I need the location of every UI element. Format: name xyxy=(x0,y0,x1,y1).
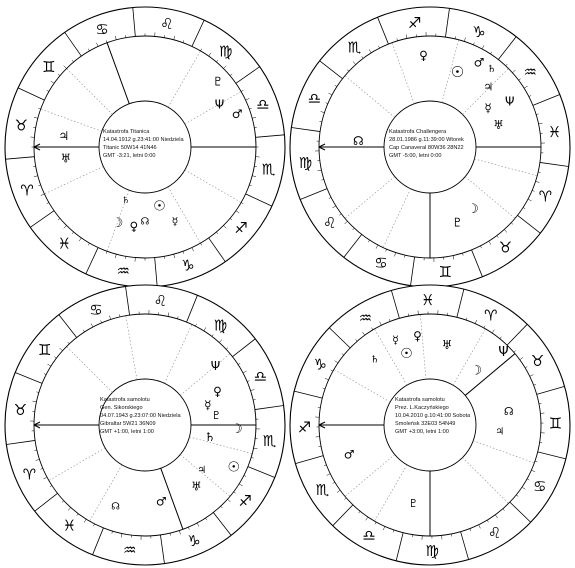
mercury-glyph: ☿ xyxy=(204,397,212,412)
venus-glyph: ♀ xyxy=(129,219,139,234)
chart-place: Cap Canaveral 80W36 28N22 xyxy=(389,145,464,152)
mars-glyph: ♂ xyxy=(473,55,485,70)
node-glyph: ☊ xyxy=(352,134,364,149)
zodiac-sign-glyph: ♈ xyxy=(538,187,553,206)
zodiac-sign-glyph: ♏ xyxy=(347,38,362,57)
zodiac-sign-glyph: ♌ xyxy=(323,214,337,233)
saturn-glyph: ♄ xyxy=(121,195,130,206)
zodiac-sign-glyph: ♋ xyxy=(533,477,547,496)
zodiac-sign-glyph: ♓ xyxy=(547,123,562,142)
zodiac-sign-glyph: ♋ xyxy=(89,300,103,319)
chart-subtitle: Prez. L.Kaczyńskiego xyxy=(395,405,449,412)
zodiac-sign-glyph: ♑ xyxy=(313,355,327,374)
zodiac-sign-glyph: ♉ xyxy=(14,116,29,135)
zodiac-sign-glyph: ♍ xyxy=(218,42,233,61)
moon-glyph: ☽ xyxy=(231,421,243,437)
chart-gmt: GMT -5:00, letni 0:00 xyxy=(389,153,442,160)
chart-info xyxy=(100,396,181,437)
jupiter-glyph: ♃ xyxy=(495,426,505,438)
zodiac-sign-glyph: ♑ xyxy=(181,256,195,275)
zodiac-sign-glyph: ♒ xyxy=(523,62,537,81)
zodiac-sign-glyph: ♌ xyxy=(160,14,174,33)
zodiac-sign-glyph: ♊ xyxy=(438,263,453,282)
chart-wheel-sikorski xyxy=(2,282,288,568)
chart-date: 28.01.1986 g.11:39:00 Wtorek xyxy=(389,137,464,144)
saturn-glyph: ♄ xyxy=(487,63,497,75)
chart-date: 14.04.1912 g.23:41:00 Niedziela xyxy=(103,137,184,144)
sun-glyph: ☉ xyxy=(450,63,465,82)
zodiac-sign-glyph: ♑ xyxy=(187,532,201,551)
zodiac-sign-glyph: ♓ xyxy=(62,516,77,535)
zodiac-sign-glyph: ♈ xyxy=(22,465,37,484)
mars-glyph: ♂ xyxy=(155,494,167,509)
zodiac-sign-glyph: ♍ xyxy=(298,153,313,172)
psi-glyph: Ψ xyxy=(214,97,225,112)
chart-wheel-challenger xyxy=(287,4,573,290)
chart-title: Katastrofa samolotu xyxy=(395,397,445,403)
zodiac-sign-glyph: ♐ xyxy=(238,492,252,511)
zodiac-sign-glyph: ♏ xyxy=(262,431,277,450)
zodiac-sign-glyph: ♊ xyxy=(548,414,563,433)
zodiac-sign-glyph: ♋ xyxy=(374,254,388,273)
venus-glyph: ♀ xyxy=(419,48,428,63)
psi-glyph: Ψ xyxy=(210,359,221,374)
psi-glyph: Ψ xyxy=(504,94,515,109)
chart-title: Katastrofa samolotu xyxy=(100,397,150,403)
chart-wheel-smolensk xyxy=(287,282,573,568)
zodiac-sign-glyph: ♒ xyxy=(122,541,137,560)
zodiac-sign-glyph: ♓ xyxy=(57,234,72,253)
chart-gmt: GMT +1:00, letni 1:00 xyxy=(100,429,154,436)
zodiac-sign-glyph: ♈ xyxy=(484,306,498,325)
zodiac-sign-glyph: ♎ xyxy=(307,89,322,108)
zodiac-sign-glyph: ♎ xyxy=(362,526,376,545)
zodiac-sign-glyph: ♒ xyxy=(358,308,373,327)
zodiac-sign-glyph: ♈ xyxy=(20,181,34,200)
node-glyph: ☊ xyxy=(111,501,121,513)
jupiter-glyph: ♃ xyxy=(483,80,494,94)
zodiac-sign-glyph: ♐ xyxy=(407,13,422,32)
uranus-glyph: ♅ xyxy=(493,118,504,133)
zodiac-sign-glyph: ♓ xyxy=(421,291,435,310)
sun-glyph: ☉ xyxy=(153,198,166,215)
chart-info xyxy=(103,128,184,160)
pluto-glyph: ♇ xyxy=(211,408,222,422)
mercury-glyph: ☿ xyxy=(392,333,399,347)
moon-glyph: ☽ xyxy=(467,202,479,218)
chart-gmt: GMT -3:21, letni 0:00 xyxy=(103,153,156,160)
zodiac-sign-glyph: ♒ xyxy=(116,262,130,281)
saturn-glyph: ♄ xyxy=(204,429,216,444)
zodiac-sign-glyph: ♊ xyxy=(42,57,56,76)
mars-glyph: ♂ xyxy=(231,106,243,121)
zodiac-sign-glyph: ♌ xyxy=(487,524,502,543)
zodiac-sign-glyph: ♑ xyxy=(472,22,486,41)
node-glyph: ☊ xyxy=(503,405,514,419)
zodiac-sign-glyph: ♍ xyxy=(425,541,439,560)
chart-date: 10.04.2010 g.10:41:00 Sobota xyxy=(395,413,471,420)
zodiac-sign-glyph: ♉ xyxy=(498,238,513,257)
moon-glyph: ☽ xyxy=(470,363,483,379)
chart-place: Smoleńsk 32E03 54N49 xyxy=(395,421,456,428)
uranus-glyph: ♅ xyxy=(191,479,202,494)
chart-title: Katastrofa Titanica xyxy=(103,129,150,135)
zodiac-sign-glyph: ♐ xyxy=(297,418,312,437)
sun-glyph: ☉ xyxy=(400,345,413,362)
mercury-glyph: ☿ xyxy=(484,101,492,116)
chart-subtitle: Gen. Sikorskiego xyxy=(100,405,143,412)
zodiac-sign-glyph: ♎ xyxy=(253,367,268,386)
pluto-glyph: ♇ xyxy=(408,497,419,511)
zodiac-sign-glyph: ♏ xyxy=(315,481,330,500)
chart-info xyxy=(389,128,464,160)
moon-glyph: ☽ xyxy=(111,215,124,231)
node-glyph: ☊ xyxy=(140,216,150,228)
chart-place: Gibraltar 5W21 36N09 xyxy=(100,421,156,428)
zodiac-sign-glyph: ♌ xyxy=(153,291,168,310)
saturn-glyph: ♄ xyxy=(370,354,380,366)
psi-glyph: Ψ xyxy=(498,345,509,361)
zodiac-sign-glyph: ♊ xyxy=(38,340,52,359)
pluto-glyph: ♇ xyxy=(212,74,224,89)
uranus-glyph: ♅ xyxy=(441,338,453,353)
pluto-glyph: ♇ xyxy=(451,215,463,230)
venus-glyph: ♀ xyxy=(213,384,222,399)
venus-glyph: ♀ xyxy=(413,329,422,344)
chart-place: Titanic 50W14 41N46 xyxy=(103,145,157,152)
zodiac-sign-glyph: ♋ xyxy=(95,20,109,39)
uranus-glyph: ♅ xyxy=(60,151,72,166)
chart-date: 04.07.1943 g.23:07:00 Niedziela xyxy=(100,413,181,420)
chart-gmt: GMT +3:00, letni 1:00 xyxy=(395,429,449,436)
zodiac-sign-glyph: ♎ xyxy=(256,95,270,114)
zodiac-sign-glyph: ♐ xyxy=(234,219,248,238)
jupiter-glyph: ♃ xyxy=(58,128,70,143)
mars-glyph: ♂ xyxy=(343,447,355,462)
zodiac-sign-glyph: ♉ xyxy=(13,401,28,420)
zodiac-sign-glyph: ♏ xyxy=(261,160,276,179)
sun-glyph: ☉ xyxy=(227,459,241,476)
chart-info xyxy=(395,396,470,437)
mercury-glyph: ☿ xyxy=(171,215,179,229)
zodiac-sign-glyph: ♉ xyxy=(530,351,545,370)
chart-wheel-titanic xyxy=(2,4,288,290)
chart-title: Katastrofa Challengera xyxy=(389,129,447,135)
zodiac-sign-glyph: ♍ xyxy=(213,316,228,335)
jupiter-glyph: ♃ xyxy=(197,464,207,476)
